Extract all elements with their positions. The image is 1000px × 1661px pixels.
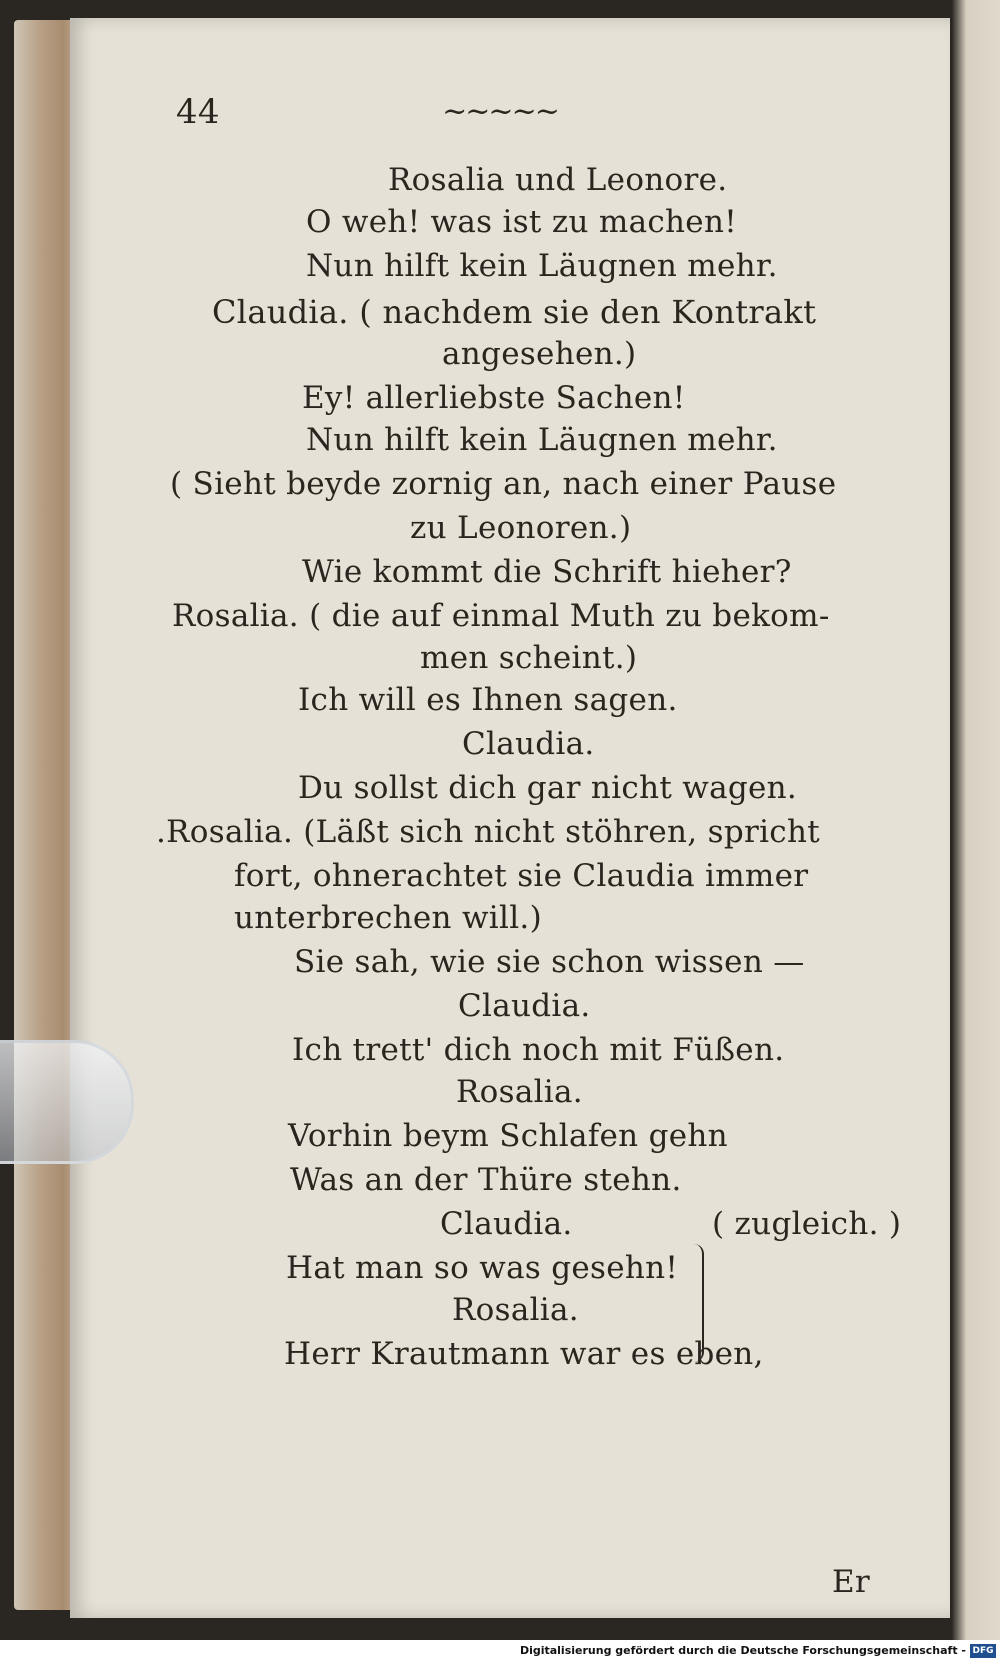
text-line: Rosalia. ( die auf einmal Muth zu bekom- [172,598,830,634]
text-line: fort, ohnerachtet sie Claudia immer [234,858,809,894]
text-line: Sie sah, wie sie schon wissen — [294,944,805,980]
text-line: Ich trett' dich noch mit Füßen. [292,1032,785,1068]
text-line: Nun hilft kein Läugnen mehr. [306,422,778,458]
dfg-logo-icon: DFG [970,1644,996,1658]
text-line: Rosalia. [452,1292,579,1328]
text-line: Rosalia. [456,1074,583,1110]
text-line: O weh! was ist zu machen! [306,204,737,240]
side-note: ( zugleich. ) [712,1206,902,1242]
text-line: zu Leonoren.) [410,510,632,546]
footer-credit: Digitalisierung gefördert durch die Deutsche Forschungsgemeinschaft - [519,1644,966,1657]
footer-bar [0,1641,1000,1661]
text-line: Herr Krautmann war es eben, [284,1336,764,1372]
text-line: unterbrechen will.) [234,900,542,936]
text-line: Wie kommt die Schrift hieher? [302,554,792,590]
text-line: Rosalia und Leonore. [388,162,728,198]
text-line: Hat man so was gesehn! [286,1250,679,1286]
text-line: ( Sieht beyde zornig an, nach einer Pause [170,466,837,502]
text-line: angesehen.) [442,336,637,372]
text-line: Claudia. [440,1206,573,1242]
page-number: 44 [176,92,220,132]
text-line: .Rosalia. (Läßt sich nicht stöhren, spricht [156,814,820,850]
text-line: Vorhin beym Schlafen gehn [288,1118,728,1154]
bracket-mark [688,1244,704,1362]
text-line: men scheint.) [420,640,638,676]
text-line: Claudia. [458,988,591,1024]
catchword: Er [832,1564,871,1600]
text-line: Was an der Thüre stehn. [290,1162,682,1198]
text-line: Nun hilft kein Läugnen mehr. [306,248,778,284]
text-line: Du sollst dich gar nicht wagen. [298,770,798,806]
text-line: Claudia. ( nachdem sie den Kontrakt [212,293,817,331]
text-line: Ich will es Ihnen sagen. [298,682,678,718]
header-ornament: ~~~~~ [442,94,558,129]
text-line: Ey! allerliebste Sachen! [302,380,686,416]
text-line: Claudia. [462,726,595,762]
